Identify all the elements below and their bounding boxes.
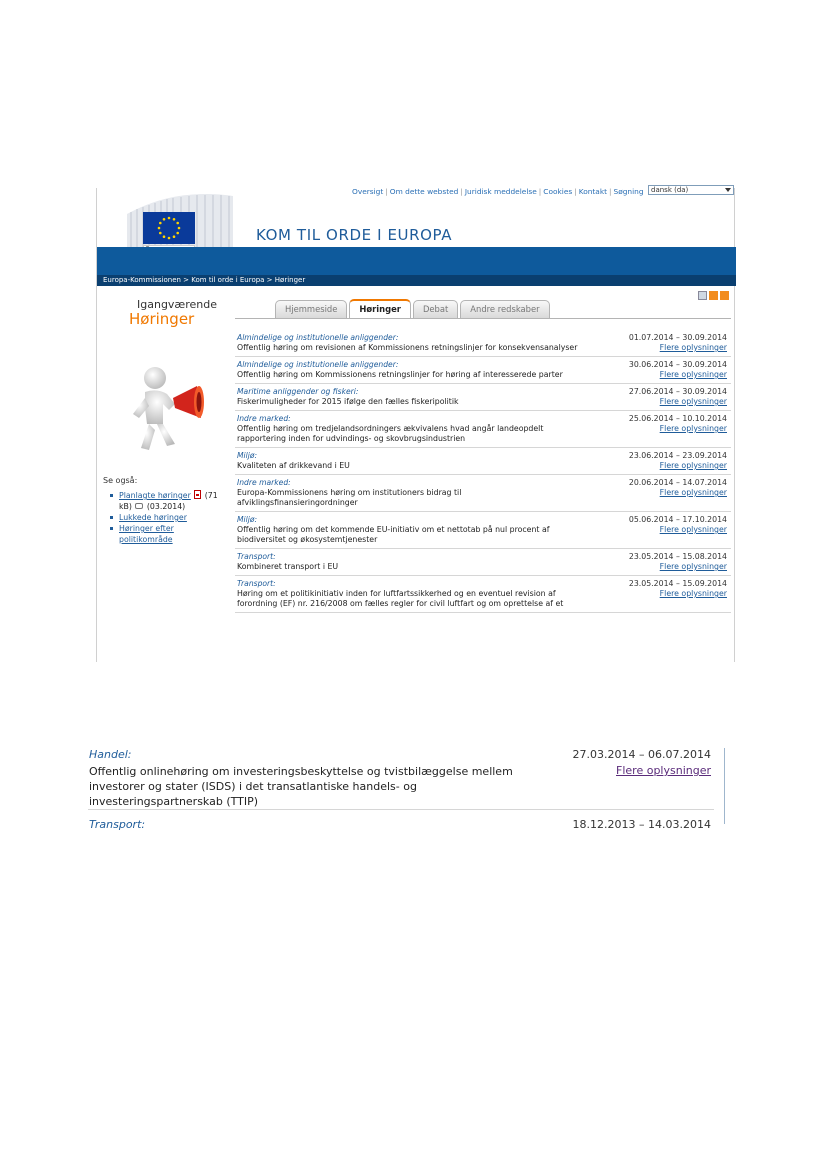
top-link-legal[interactable]: Juridisk meddelelse (464, 187, 537, 196)
page-tools (696, 291, 729, 301)
planned-date-text: (03.2014) (146, 502, 186, 511)
consultations-by-policy-link[interactable]: Høringer efter politikområde (119, 524, 174, 544)
consultation-date: 05.06.2014 – 17.10.2014 (628, 515, 727, 524)
consultation-date: 27.06.2014 – 30.09.2014 (628, 387, 727, 396)
list-item (109, 523, 229, 545)
table-row (235, 512, 731, 549)
tab-debate[interactable]: Debat (413, 300, 458, 318)
consultation-title: Offentlig høring om det kommende EU-initiativ om et nettotab på nul procent af biodiversitet og økosystemtjenester (237, 525, 550, 544)
pdf-icon[interactable] (194, 490, 201, 499)
consultation-category: Miljø: (237, 451, 258, 460)
table-row (235, 330, 731, 357)
consultation-category: Indre marked: (237, 414, 291, 423)
consultation-date: 23.06.2014 – 23.09.2014 (628, 451, 727, 460)
consultation-title: Fiskerimuligheder for 2015 ifølge den fælles fiskeripolitik (237, 397, 459, 406)
see-also-list (109, 490, 229, 545)
consultation-title: Kombineret transport i EU (237, 562, 339, 571)
top-link-overview[interactable]: Oversigt (352, 187, 384, 196)
consultation-date: 25.06.2014 – 10.10.2014 (628, 414, 727, 423)
more-info-link[interactable]: Flere oplysninger (659, 424, 727, 433)
consultation-title: Offentlig høring om tredjelandsordningers ækvivalens hvad angår landeopdelt rapportering inden for udvindings- og skovbrugsindustrien (237, 424, 544, 443)
table-row (235, 576, 731, 613)
consultation-date: 20.06.2014 – 14.07.2014 (628, 478, 727, 487)
consultation-title: Offentlig høring om Kommissionens retningslinjer for høring af interesserede parter (237, 370, 563, 379)
top-link-search[interactable]: Søgning (613, 187, 644, 196)
consultation-category: Almindelige og institutionelle anliggender: (237, 333, 399, 342)
top-link-cookies[interactable]: Cookies (543, 187, 573, 196)
consultation-title: Høring om et politikinitiativ inden for luftfartssikkerhed og en eventuel revision af forordning (EF) nr. 216/2008 om fælles regler for civil luftfart og om oprettelse af et (237, 589, 564, 608)
consultation-date: 23.05.2014 – 15.08.2014 (628, 552, 727, 561)
top-link-about[interactable]: Om dette websted (389, 187, 459, 196)
planned-consultations-link[interactable]: Planlagte høringer (119, 491, 191, 500)
rss-icon[interactable] (709, 291, 718, 300)
list-item (109, 512, 229, 523)
see-also-label: Se også: (103, 476, 138, 485)
consultation-title: Offentlig høring om revisionen af Kommissionens retningslinjer for konsekvensanalyser (237, 343, 578, 352)
consultation-title: Europa-Kommissionens høring om institutioners bidrag til afviklingsfinansieringordninger (237, 488, 462, 507)
eu-flag-icon (143, 212, 195, 244)
table-row (235, 475, 731, 512)
consultation-date: 23.05.2014 – 15.09.2014 (628, 579, 727, 588)
consultation-title: Offentlig onlinehøring om investeringsbeskyttelse og tvistbilæggelse mellem investorer og stater (ISDS) i det transatlantiske handels- og investeringspartnerskab (TTIP) (89, 765, 513, 808)
consultation-category: Indre marked: (237, 478, 291, 487)
print-icon[interactable] (698, 291, 707, 300)
file-size-text: (71 (204, 491, 218, 500)
site-title: KOM TIL ORDE I EUROPA (256, 226, 453, 244)
more-info-link[interactable]: Flere oplysninger (616, 764, 711, 777)
sidebar (97, 286, 227, 666)
more-info-link[interactable]: Flere oplysninger (659, 343, 727, 352)
more-info-link[interactable]: Flere oplysninger (659, 397, 727, 406)
top-links: Oversigt | Om dette websted | Juridisk meddelelse | Cookies | Kontakt | Søgning (352, 187, 644, 196)
more-info-link[interactable]: Flere oplysninger (659, 525, 727, 534)
consultation-category: Miljø: (237, 515, 258, 524)
more-info-link[interactable]: Flere oplysninger (659, 461, 727, 470)
more-info-link[interactable]: Flere oplysninger (659, 488, 727, 497)
more-info-link[interactable]: Flere oplysninger (659, 370, 727, 379)
more-info-link[interactable]: Flere oplysninger (659, 562, 727, 571)
file-size-unit: kB) (119, 502, 132, 511)
chevron-down-icon (725, 188, 731, 192)
table-row (235, 384, 731, 411)
list-item (109, 490, 229, 512)
website-screenshot (96, 188, 735, 662)
detail-screenshot (88, 748, 725, 831)
consultation-category: Transport: (237, 552, 276, 561)
language-select-value: dansk (da) (651, 186, 689, 194)
tab-other-tools[interactable]: Andre redskaber (460, 300, 549, 318)
consultation-title: Kvaliteten af drikkevand i EU (237, 461, 350, 470)
consultation-category: Almindelige og institutionelle anliggender: (237, 360, 399, 369)
megaphone-figure-illustration (117, 364, 217, 456)
breadcrumb[interactable]: Europa-Kommissionen > Kom til orde i Europa > Høringer (97, 275, 736, 286)
row-divider (88, 809, 714, 810)
table-row (235, 549, 731, 576)
sidebar-heading-current: Igangværende (137, 298, 218, 311)
header-band (97, 247, 736, 275)
tab-bar (275, 299, 552, 318)
consultation-list (235, 330, 731, 613)
tab-consultations[interactable]: Høringer (349, 299, 411, 318)
comment-icon (135, 503, 143, 509)
tab-home[interactable]: Hjemmeside (275, 300, 347, 318)
consultation-category: Maritime anliggender og fiskeri: (237, 387, 359, 396)
consultation-date: 27.03.2014 – 06.07.2014 (572, 748, 711, 761)
table-row (235, 357, 731, 384)
tab-divider (235, 318, 731, 319)
consultation-date: 30.06.2014 – 30.09.2014 (628, 360, 727, 369)
closed-consultations-link[interactable]: Lukkede høringer (119, 513, 187, 522)
next-consultation-date: 18.12.2013 – 14.03.2014 (572, 818, 711, 831)
next-consultation-category: Transport: (89, 818, 146, 831)
table-row (235, 411, 731, 448)
sidebar-heading-consultations: Høringer (129, 310, 195, 328)
top-link-contact[interactable]: Kontakt (578, 187, 608, 196)
share-icon[interactable] (720, 291, 729, 300)
table-row (235, 448, 731, 475)
consultation-category: Handel: (89, 748, 132, 761)
language-select[interactable] (648, 185, 734, 195)
consultation-category: Transport: (237, 579, 276, 588)
more-info-link[interactable]: Flere oplysninger (659, 589, 727, 598)
consultation-date: 01.07.2014 – 30.09.2014 (628, 333, 727, 342)
